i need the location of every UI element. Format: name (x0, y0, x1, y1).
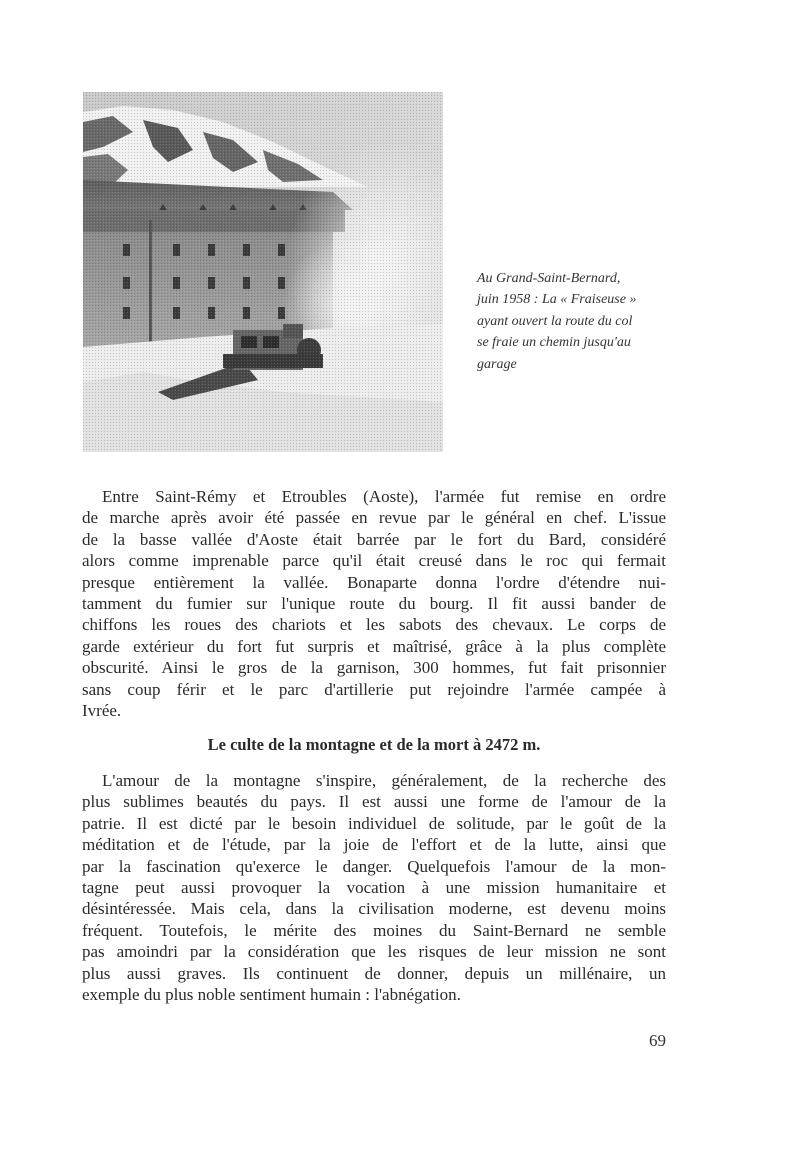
paragraph-bonaparte (82, 486, 666, 721)
text-line: Ivrée. (82, 701, 122, 721)
text-line: désintéressée. Mais cela, dans la civilisation moderne, est devenu moins (82, 899, 666, 919)
text-line: garde extérieur du fort fut surpris et maîtrisé, grâce à la plus complète (82, 636, 666, 656)
caption-line: ayant ouvert la route du col (477, 313, 633, 329)
text-line: pas amoindri par la considération que les risques de leur mission ne sont (82, 942, 666, 962)
text-line: de marche après avoir été passée en revue par le général en chef. L'issue (82, 508, 666, 528)
hospice-photo (83, 92, 443, 452)
caption-line: juin 1958 : La « Fraiseuse » (477, 292, 637, 308)
paragraph-mountain (82, 770, 666, 1005)
text-line: tagne peut aussi provoquer la vocation à une mission humanitaire et (82, 878, 666, 898)
text-line: alors comme imprenable parce qu'il était creusé dans le roc qui fermait (82, 551, 666, 571)
text-line: de la basse vallée d'Aoste était barrée par le fort du Bard, considéré (82, 529, 666, 549)
text-line: chiffons les roues des chariots et les sabots des chevaux. Le corps de (82, 615, 666, 635)
text-line: L'amour de la montagne s'inspire, généralement, de la recherche des (102, 771, 666, 790)
text-line: patrie. Il est dicté par le besoin individuel de solitude, par le goût de la (82, 813, 666, 833)
text-line: obscurité. Ainsi le gros de la garnison, 300 hommes, fut fait prisonnier (82, 658, 666, 678)
text-line: tamment du fumier sur l'unique route du bourg. Il fit aussi bander de (82, 594, 666, 614)
text-line: fréquent. Toutefois, le mérite des moines du Saint-Bernard ne semble (82, 920, 666, 940)
text-line: exemple du plus noble sentiment humain : l'abnégation. (82, 985, 461, 1005)
text-line: presque entièrement la vallée. Bonaparte donna l'ordre d'étendre nui- (82, 572, 666, 592)
section-heading: Le culte de la montagne et de la mort à 2472 m. (207, 735, 541, 754)
text-line: sans coup férir et le parc d'artillerie put rejoindre l'armée campée à (82, 679, 666, 699)
caption-line: garage (477, 356, 517, 372)
text-line: méditation et de l'étude, par la joie de l'effort et de la lutte, ainsi que (82, 835, 666, 855)
text-line: plus aussi graves. Ils continuent de donner, depuis un millénaire, un (82, 963, 666, 983)
text-line: plus sublimes beautés du pays. Il est aussi une forme de l'amour de la (82, 792, 666, 812)
page-number: 69 (649, 1031, 666, 1050)
text-line: Entre Saint-Rémy et Etroubles (Aoste), l'armée fut remise en ordre (102, 487, 666, 506)
text-line: par la fascination qu'exerce le danger. Quelquefois l'amour de la mon- (82, 856, 666, 876)
photo-caption (477, 268, 677, 375)
caption-line: se fraie un chemin jusqu'au (477, 335, 631, 351)
caption-line: Au Grand-Saint-Bernard, (477, 271, 621, 286)
